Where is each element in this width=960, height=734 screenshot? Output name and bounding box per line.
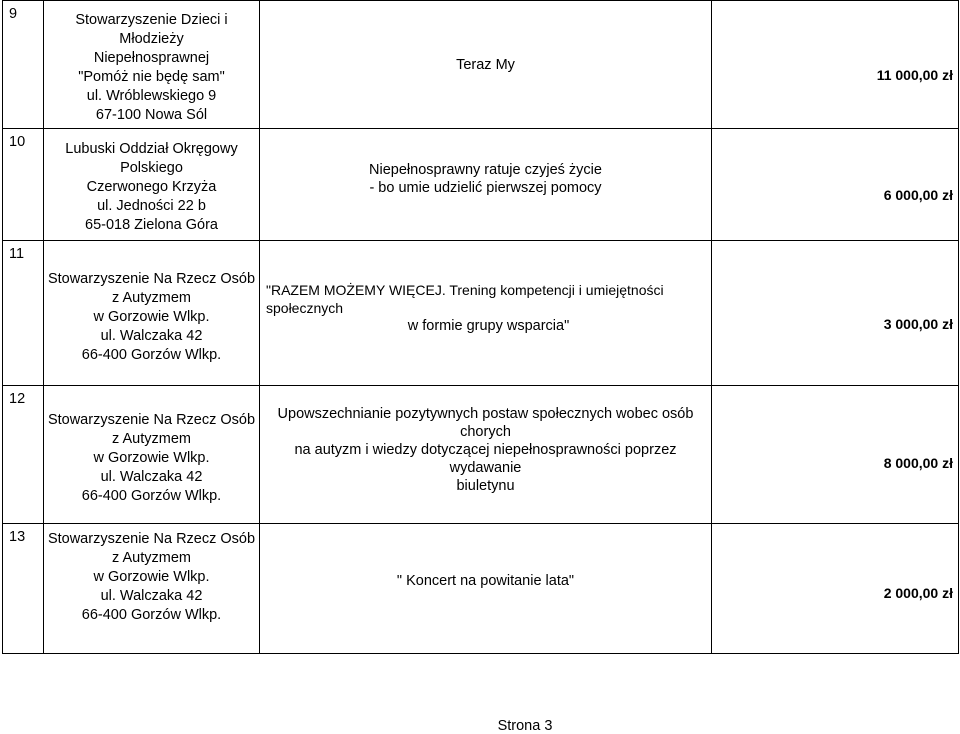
- org-line: Stowarzyszenie Na Rzecz Osób: [47, 531, 256, 547]
- table-row: [3, 1, 959, 129]
- table-row: [3, 524, 959, 654]
- project-cell: [260, 241, 712, 386]
- amount-value: 11 000,00 zł: [876, 66, 953, 83]
- table-row: [3, 241, 959, 386]
- project-line: " Koncert na powitanie lata": [396, 572, 575, 589]
- project-line: na autyzm i wiedzy dotyczącej niepełnosprawności poprzez wydawanie: [294, 441, 677, 476]
- amount-cell: [712, 241, 959, 386]
- row-number: 12: [3, 386, 44, 524]
- organization-cell: [44, 129, 260, 241]
- org-line: Niepełnosprawnej: [93, 49, 210, 66]
- org-line: Lubuski Oddział Okręgowy Polskiego: [65, 141, 238, 176]
- org-line: Stowarzyszenie Na Rzecz Osób: [47, 412, 256, 428]
- table-row: [3, 129, 959, 241]
- org-line: w Gorzowie Wlkp.: [93, 450, 210, 466]
- project-cell: [260, 524, 712, 654]
- amount-value: 2 000,00 zł: [883, 584, 953, 601]
- project-line: "RAZEM MOŻEMY WIĘCEJ. Trening kompetencji i umiejętności społecznych: [266, 282, 664, 316]
- org-line: 67-100 Nowa Sól: [95, 106, 208, 123]
- amount-cell: [712, 1, 959, 129]
- grants-table: [2, 0, 959, 654]
- org-line: ul. Walczaka 42: [100, 469, 203, 485]
- project-line: Niepełnosprawny ratuje czyjeś życie: [369, 161, 602, 178]
- amount-cell: [712, 386, 959, 524]
- amount-value: 8 000,00 zł: [883, 454, 953, 471]
- amount-cell: [712, 129, 959, 241]
- org-line: ul. Wróblewskiego 9: [86, 87, 217, 104]
- org-line: "Pomóż nie będę sam": [78, 68, 225, 85]
- project-line: Teraz My: [456, 56, 515, 73]
- row-number: 11: [3, 241, 44, 386]
- project-line: biuletynu: [456, 477, 515, 494]
- project-line: w formie grupy wsparcia": [407, 318, 570, 334]
- org-line: Stowarzyszenie Dzieci i Młodzieży: [75, 11, 228, 47]
- org-line: Stowarzyszenie Na Rzecz Osób: [47, 270, 256, 287]
- org-line: w Gorzowie Wlkp.: [93, 569, 210, 585]
- amount-value: 3 000,00 zł: [883, 316, 953, 332]
- org-line: w Gorzowie Wlkp.: [93, 308, 210, 325]
- org-line: ul. Walczaka 42: [100, 327, 203, 344]
- org-line: ul. Walczaka 42: [100, 588, 203, 604]
- org-line: 66-400 Gorzów Wlkp.: [81, 488, 222, 504]
- project-cell: [260, 386, 712, 524]
- project-line: - bo umie udzielić pierwszej pomocy: [369, 179, 602, 196]
- org-line: 65-018 Zielona Góra: [85, 217, 218, 233]
- organization-cell: [44, 241, 260, 386]
- amount-cell: [712, 524, 959, 654]
- org-line: Czerwonego Krzyża: [86, 179, 217, 195]
- project-cell: [260, 129, 712, 241]
- org-line: ul. Jedności 22 b: [97, 198, 206, 214]
- organization-cell: [44, 524, 260, 654]
- row-number: 13: [3, 524, 44, 654]
- org-line: z Autyzmem: [112, 550, 191, 566]
- org-line: z Autyzmem: [112, 289, 191, 306]
- project-line: Upowszechnianie pozytywnych postaw społecznych wobec osób chorych: [277, 405, 694, 440]
- table-row: [3, 386, 959, 524]
- project-cell: [260, 1, 712, 129]
- org-line: z Autyzmem: [112, 431, 191, 447]
- page-footer: Strona 3: [497, 718, 553, 734]
- organization-cell: [44, 386, 260, 524]
- organization-cell: [44, 1, 260, 129]
- amount-value: 6 000,00 zł: [883, 186, 953, 203]
- org-line: 66-400 Gorzów Wlkp.: [81, 346, 222, 363]
- row-number: 9: [3, 1, 44, 129]
- org-line: 66-400 Gorzów Wlkp.: [81, 607, 222, 623]
- row-number: 10: [3, 129, 44, 241]
